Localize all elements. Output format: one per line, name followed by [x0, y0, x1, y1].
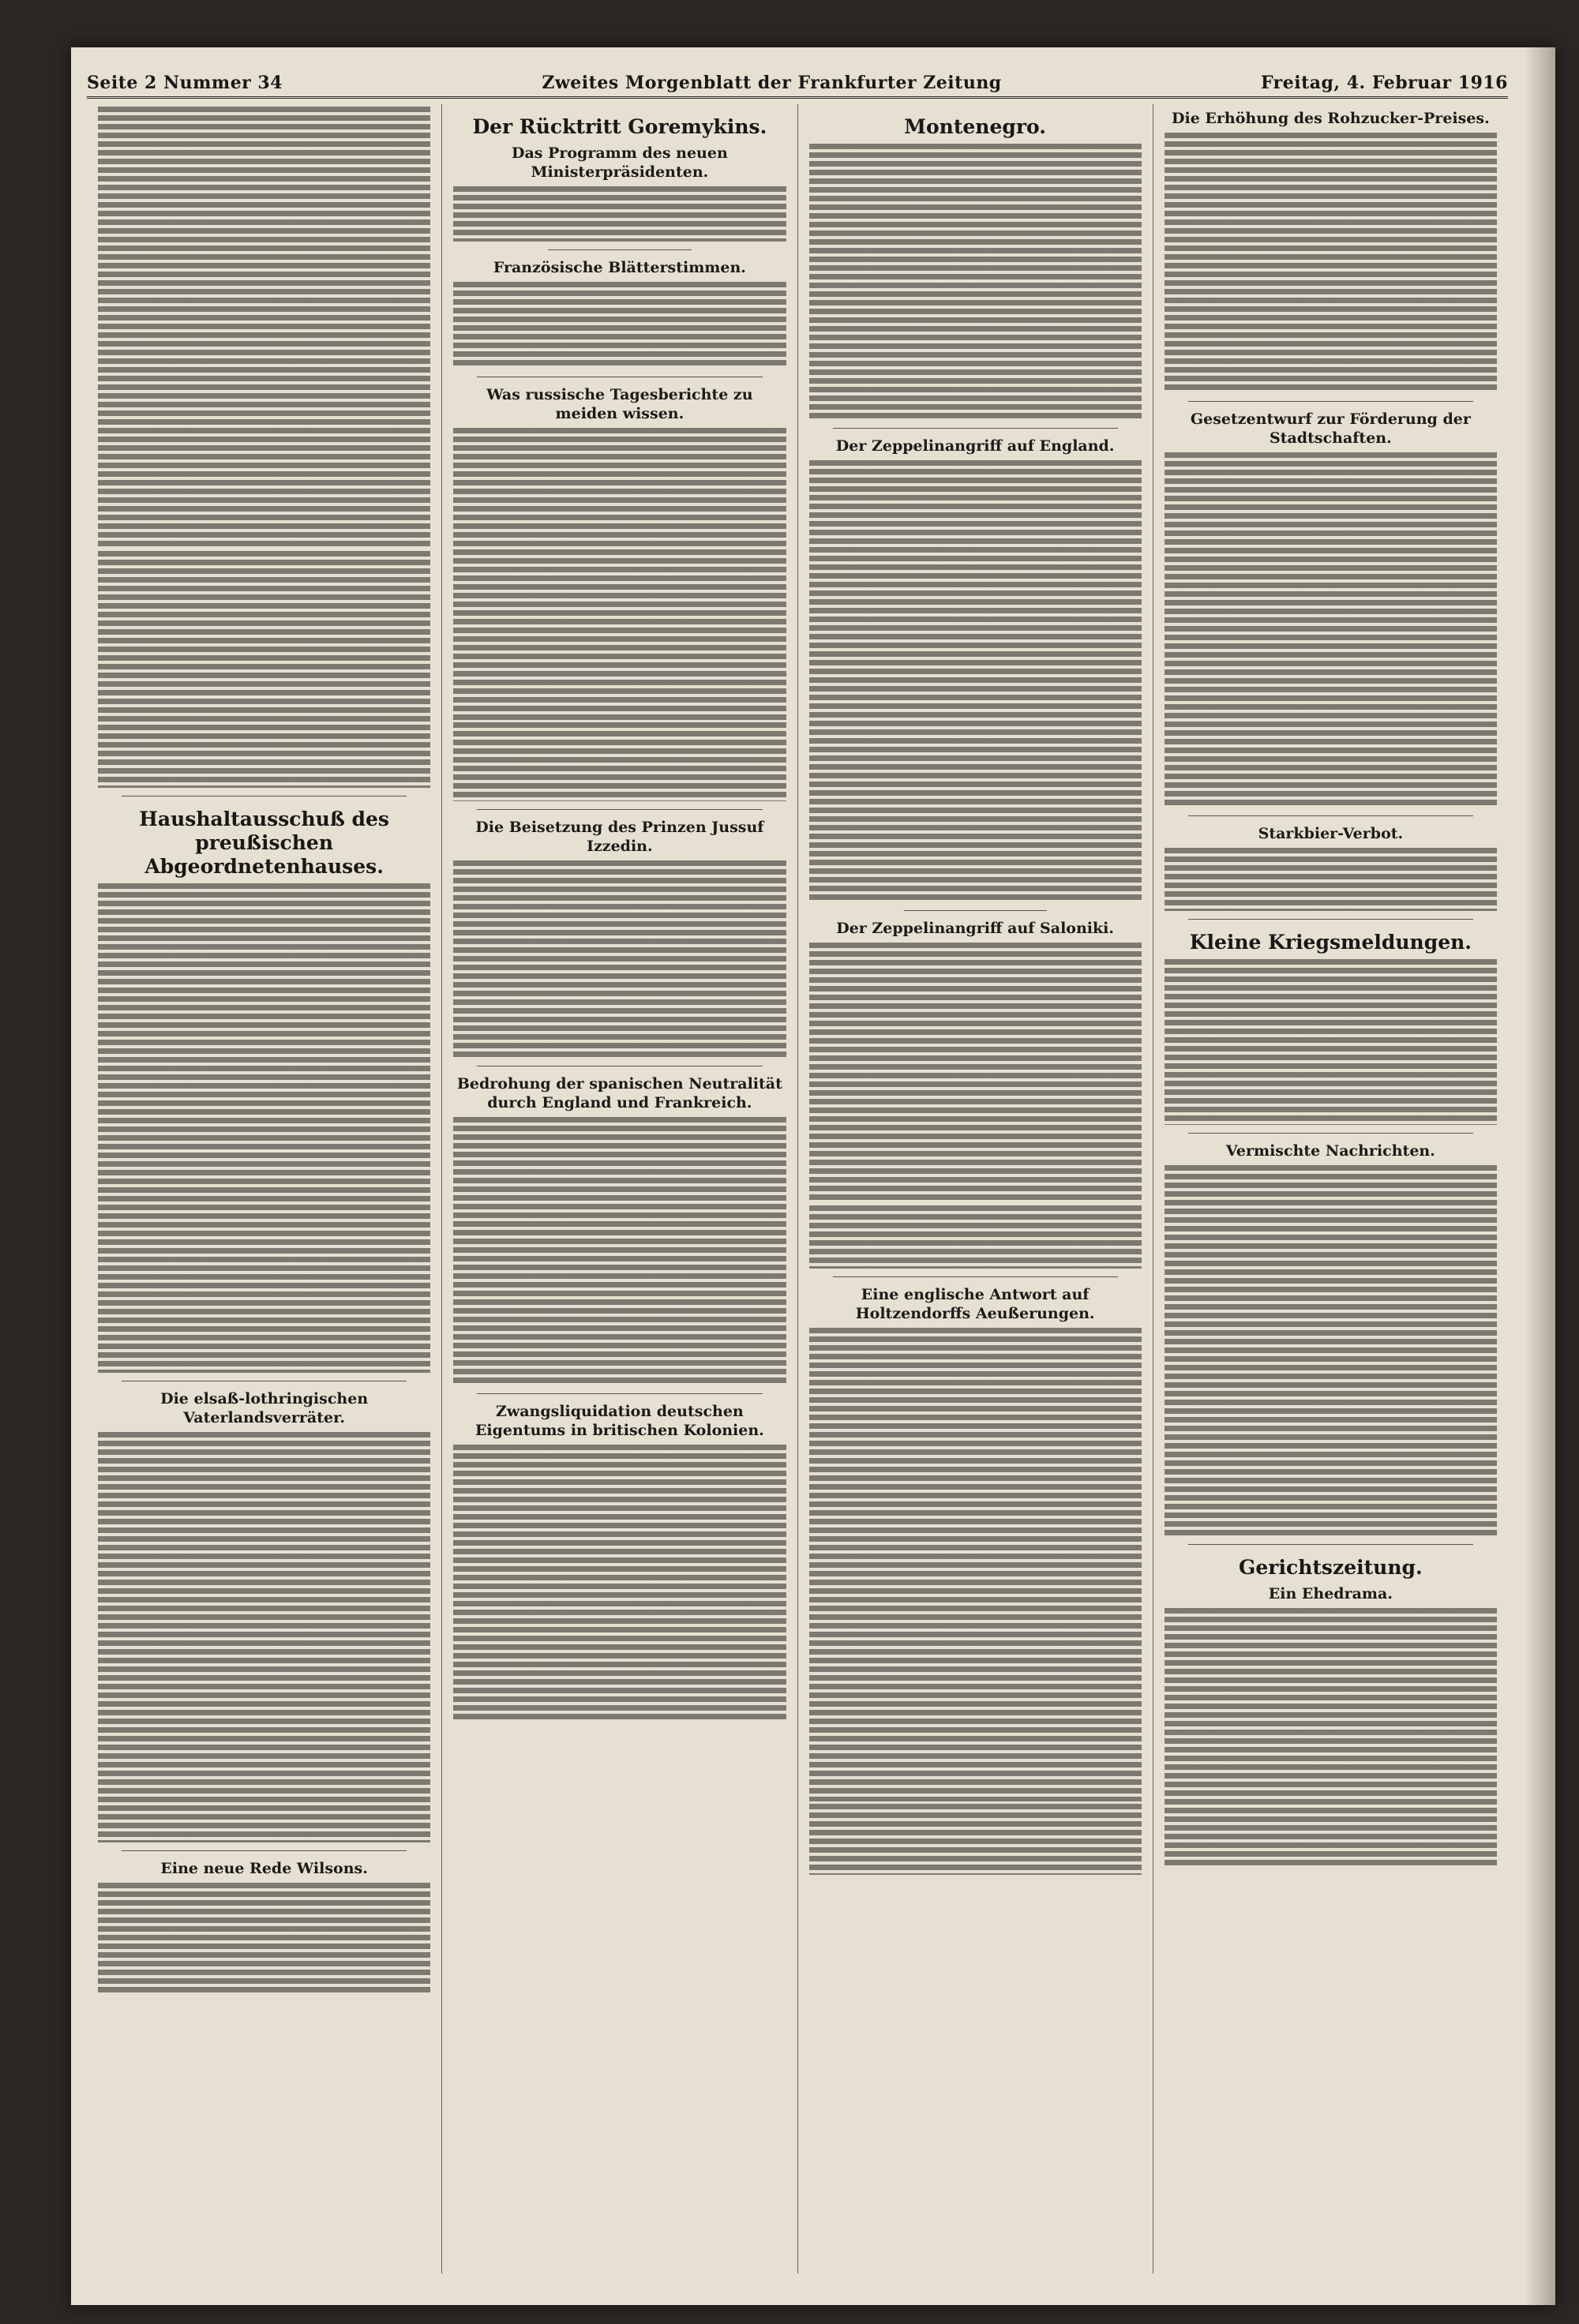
body-text-block [98, 551, 430, 788]
column-rule [1188, 401, 1473, 402]
article-headline: Kleine Kriegsmeldungen. [1189, 931, 1472, 954]
body-text-block [98, 1432, 430, 1842]
article-headline: Was russische Tagesberichte zu meiden wissen. [486, 386, 753, 422]
article-headline: Die elsaß-lothringischen Vaterlandsverräter. [160, 1390, 369, 1426]
columns [87, 104, 1508, 2273]
body-text-block [809, 144, 1142, 420]
body-text-block [453, 282, 786, 369]
column-rule [833, 428, 1118, 429]
article-headline: Eine englische Antwort auf Holtzendorffs Aeußerungen. [855, 1286, 1095, 1322]
body-text-block [1165, 848, 1497, 911]
body-text-block [453, 1445, 786, 1721]
column-rule [477, 809, 762, 810]
page-number: Seite 2 Nummer 34 [87, 73, 283, 93]
body-text-block [1165, 133, 1497, 393]
column-rule [1188, 815, 1473, 816]
body-text-block [453, 428, 786, 720]
article-headline: Vermischte Nachrichten. [1225, 1142, 1435, 1160]
body-text-block [809, 1205, 1142, 1269]
article-headline: Zwangsliquidation deutschen Eigentums in britischen Kolonien. [474, 1403, 764, 1439]
body-text-block [98, 1883, 430, 1993]
article-headline: Französische Blätterstimmen. [493, 259, 746, 276]
body-text-block [1165, 452, 1497, 808]
article-headline: Montenegro. [904, 115, 1046, 138]
column-rule [477, 1393, 762, 1394]
column-rule [122, 1850, 407, 1851]
body-text-block [1165, 1608, 1497, 1869]
article-headline: Gerichtszeitung. [1239, 1556, 1423, 1579]
body-text-block [809, 943, 1142, 1203]
article-headline: Eine neue Rede Wilsons. [160, 1860, 368, 1877]
newspaper-page [71, 47, 1555, 2305]
body-text-block [98, 107, 430, 549]
masthead [87, 65, 1508, 93]
article-headline: Die Beisetzung des Prinzen Jussuf Izzedin. [475, 819, 764, 855]
column-1 [87, 104, 441, 2273]
issue-date: Freitag, 4. Februar 1916 [1260, 73, 1508, 93]
column-rule [122, 796, 407, 797]
article-headline: Ein Ehedrama. [1268, 1585, 1393, 1602]
article-headline: Der Zeppelinangriff auf Saloniki. [836, 920, 1115, 937]
article-headline: Haushaltausschuß des preußischen Abgeordnetenhauses. [139, 808, 389, 878]
body-text-block [1165, 1165, 1497, 1536]
column-rule [904, 910, 1047, 911]
body-text-block [1165, 959, 1497, 1125]
body-text-block [809, 1328, 1142, 1801]
column-rule [1188, 1133, 1473, 1134]
body-text-block [809, 460, 1142, 902]
article-headline: Gesetzentwurf zur Förderung der Stadtschaften. [1190, 410, 1471, 447]
body-text-block [453, 1117, 786, 1385]
body-text-block [98, 883, 430, 1373]
article-headline: Starkbier-Verbot. [1258, 825, 1404, 842]
column-4 [1153, 104, 1508, 2273]
newspaper-title: Zweites Morgenblatt der Frankfurter Zeitung [542, 73, 1002, 93]
column-rule [1188, 1544, 1473, 1545]
body-text-block [453, 860, 786, 1058]
body-text-block [453, 186, 786, 242]
article-headline: Bedrohung der spanischen Neutralität durch England und Frankreich. [456, 1075, 782, 1111]
column-rule [833, 1276, 1118, 1277]
article-headline: Das Programm des neuen Ministerpräsidenten. [511, 144, 728, 181]
body-text-block [453, 722, 786, 801]
column-3 [797, 104, 1153, 2273]
article-headline: Der Zeppelinangriff auf England. [835, 437, 1115, 455]
body-text-block [809, 1804, 1142, 1875]
column-2 [441, 104, 797, 2273]
masthead-rule [87, 96, 1508, 99]
article-headline: Der Rücktritt Goremykins. [472, 115, 767, 138]
column-rule [548, 249, 691, 250]
column-rule [1188, 919, 1473, 920]
article-headline: Die Erhöhung des Rohzucker-Preises. [1172, 110, 1490, 127]
